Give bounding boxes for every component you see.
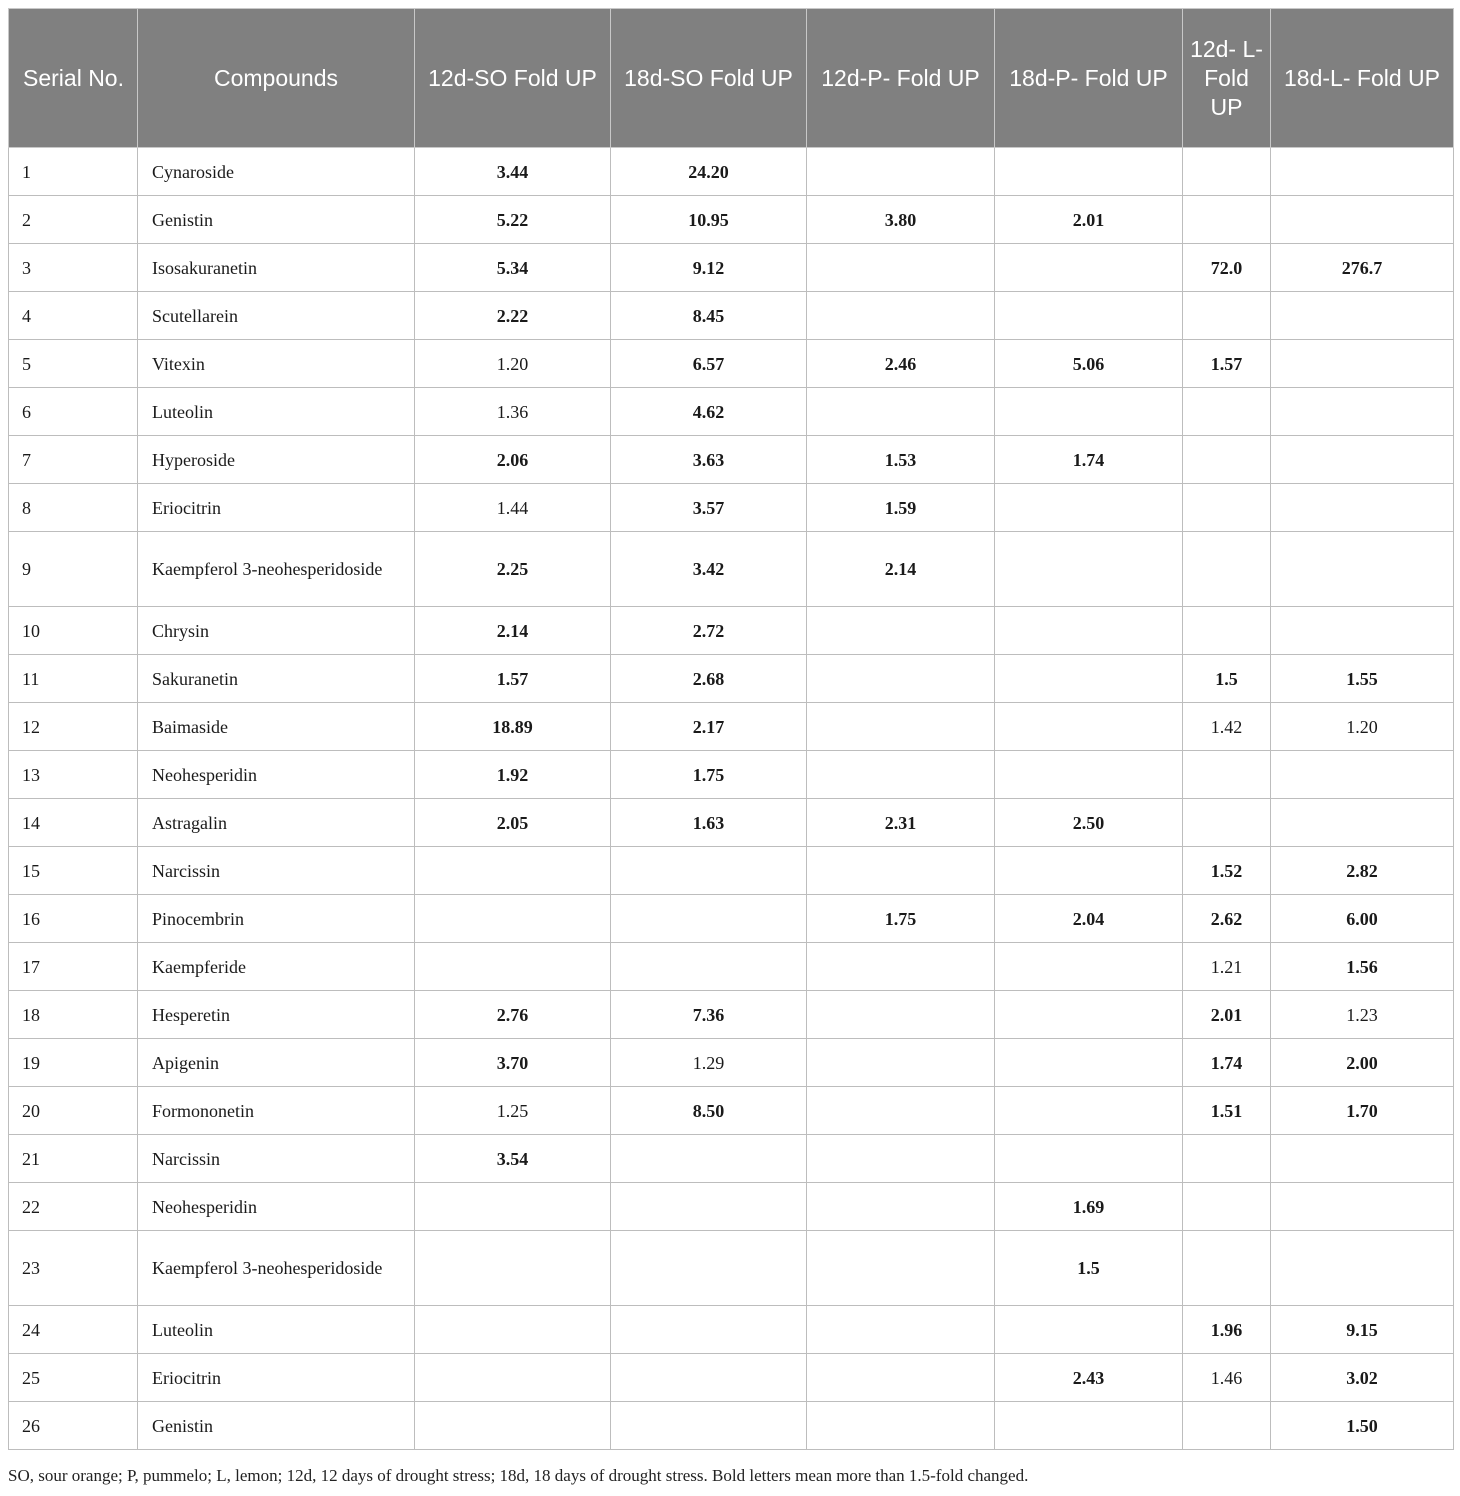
table-row <box>9 1039 1454 1087</box>
cell-12d-l <box>1183 388 1271 436</box>
cell-18d-so: 7.36 <box>611 991 807 1039</box>
cell-12d-p <box>807 1231 995 1306</box>
cell-18d-so <box>611 895 807 943</box>
cell-compound: Vitexin <box>138 340 415 388</box>
cell-serial-no: 2 <box>9 196 138 244</box>
cell-18d-p <box>995 1306 1183 1354</box>
cell-serial-no: 8 <box>9 484 138 532</box>
cell-12d-p: 1.75 <box>807 895 995 943</box>
cell-12d-p <box>807 1087 995 1135</box>
cell-18d-so: 8.45 <box>611 292 807 340</box>
cell-12d-so: 1.44 <box>415 484 611 532</box>
cell-18d-p <box>995 484 1183 532</box>
cell-12d-so: 2.06 <box>415 436 611 484</box>
cell-12d-so: 2.76 <box>415 991 611 1039</box>
cell-serial-no: 19 <box>9 1039 138 1087</box>
cell-18d-p: 2.04 <box>995 895 1183 943</box>
cell-12d-p <box>807 751 995 799</box>
table-row <box>9 244 1454 292</box>
cell-12d-l <box>1183 436 1271 484</box>
cell-12d-p <box>807 244 995 292</box>
cell-compound: Narcissin <box>138 847 415 895</box>
cell-12d-l: 72.0 <box>1183 244 1271 292</box>
cell-18d-so <box>611 1183 807 1231</box>
cell-18d-l <box>1271 1231 1454 1306</box>
table-row <box>9 1087 1454 1135</box>
cell-18d-l: 1.55 <box>1271 655 1454 703</box>
cell-12d-p <box>807 1039 995 1087</box>
cell-12d-p: 3.80 <box>807 196 995 244</box>
cell-18d-so: 3.57 <box>611 484 807 532</box>
cell-18d-so: 8.50 <box>611 1087 807 1135</box>
cell-12d-so: 3.44 <box>415 148 611 196</box>
cell-12d-p <box>807 1402 995 1450</box>
cell-18d-p <box>995 943 1183 991</box>
cell-12d-p: 1.59 <box>807 484 995 532</box>
cell-serial-no: 18 <box>9 991 138 1039</box>
cell-18d-l <box>1271 292 1454 340</box>
cell-12d-p <box>807 148 995 196</box>
cell-18d-so: 2.68 <box>611 655 807 703</box>
cell-18d-so: 6.57 <box>611 340 807 388</box>
cell-18d-p <box>995 388 1183 436</box>
cell-18d-l <box>1271 196 1454 244</box>
table-row <box>9 799 1454 847</box>
cell-serial-no: 9 <box>9 532 138 607</box>
table-row <box>9 1354 1454 1402</box>
cell-18d-p: 1.5 <box>995 1231 1183 1306</box>
cell-12d-p: 2.46 <box>807 340 995 388</box>
cell-12d-so <box>415 1183 611 1231</box>
cell-18d-so <box>611 1231 807 1306</box>
cell-18d-p <box>995 991 1183 1039</box>
cell-12d-p <box>807 607 995 655</box>
cell-12d-so <box>415 1231 611 1306</box>
cell-18d-p <box>995 1039 1183 1087</box>
cell-12d-so <box>415 895 611 943</box>
cell-18d-l: 2.00 <box>1271 1039 1454 1087</box>
cell-12d-l <box>1183 799 1271 847</box>
table-row <box>9 607 1454 655</box>
cell-18d-p <box>995 148 1183 196</box>
cell-18d-p <box>995 703 1183 751</box>
cell-serial-no: 14 <box>9 799 138 847</box>
table-footnote: SO, sour orange; P, pummelo; L, lemon; 12d, 12 days of drought stress; 18d, 18 days of drought stress. Bold letters mean more than 1.5-fold changed. <box>8 1466 1029 1485</box>
cell-12d-p <box>807 1306 995 1354</box>
cell-18d-so: 4.62 <box>611 388 807 436</box>
cell-compound: Pinocembrin <box>138 895 415 943</box>
cell-18d-l <box>1271 148 1454 196</box>
cell-18d-p <box>995 1402 1183 1450</box>
cell-compound: Hesperetin <box>138 991 415 1039</box>
cell-12d-l: 2.01 <box>1183 991 1271 1039</box>
cell-12d-l <box>1183 1135 1271 1183</box>
cell-12d-l: 1.5 <box>1183 655 1271 703</box>
table-row <box>9 655 1454 703</box>
cell-12d-l <box>1183 148 1271 196</box>
cell-compound: Astragalin <box>138 799 415 847</box>
cell-12d-l: 1.74 <box>1183 1039 1271 1087</box>
cell-18d-l <box>1271 484 1454 532</box>
cell-serial-no: 22 <box>9 1183 138 1231</box>
cell-18d-l <box>1271 388 1454 436</box>
cell-12d-l <box>1183 1183 1271 1231</box>
cell-serial-no: 5 <box>9 340 138 388</box>
cell-12d-l: 1.46 <box>1183 1354 1271 1402</box>
table-body <box>9 148 1454 1450</box>
cell-18d-l <box>1271 436 1454 484</box>
cell-compound: Isosakuranetin <box>138 244 415 292</box>
table-row <box>9 1135 1454 1183</box>
cell-compound: Baimaside <box>138 703 415 751</box>
cell-compound: Scutellarein <box>138 292 415 340</box>
cell-compound: Neohesperidin <box>138 1183 415 1231</box>
header-12d-so: 12d-SO Fold UP <box>415 9 611 148</box>
cell-12d-l: 1.42 <box>1183 703 1271 751</box>
cell-12d-so: 3.70 <box>415 1039 611 1087</box>
cell-compound: Narcissin <box>138 1135 415 1183</box>
cell-18d-p: 5.06 <box>995 340 1183 388</box>
cell-12d-so <box>415 1354 611 1402</box>
fold-change-table <box>8 8 1454 1450</box>
table-row <box>9 1306 1454 1354</box>
cell-18d-l <box>1271 532 1454 607</box>
cell-12d-l: 2.62 <box>1183 895 1271 943</box>
cell-12d-so <box>415 1402 611 1450</box>
cell-12d-so <box>415 943 611 991</box>
cell-18d-p <box>995 1135 1183 1183</box>
cell-serial-no: 12 <box>9 703 138 751</box>
cell-18d-so <box>611 847 807 895</box>
cell-serial-no: 13 <box>9 751 138 799</box>
cell-18d-l <box>1271 1135 1454 1183</box>
cell-12d-p <box>807 1135 995 1183</box>
table-row <box>9 895 1454 943</box>
cell-12d-p <box>807 292 995 340</box>
table-row <box>9 292 1454 340</box>
cell-12d-p <box>807 943 995 991</box>
table-row <box>9 703 1454 751</box>
cell-serial-no: 15 <box>9 847 138 895</box>
header-18d-l: 18d-L- Fold UP <box>1271 9 1454 148</box>
cell-compound: Genistin <box>138 196 415 244</box>
cell-serial-no: 11 <box>9 655 138 703</box>
cell-serial-no: 6 <box>9 388 138 436</box>
header-compounds: Compounds <box>138 9 415 148</box>
cell-18d-p <box>995 1087 1183 1135</box>
header-18d-so: 18d-SO Fold UP <box>611 9 807 148</box>
cell-12d-p <box>807 1354 995 1402</box>
cell-12d-so: 2.05 <box>415 799 611 847</box>
cell-12d-l <box>1183 484 1271 532</box>
cell-18d-so <box>611 1402 807 1450</box>
cell-18d-p <box>995 847 1183 895</box>
cell-12d-l <box>1183 532 1271 607</box>
cell-18d-so: 2.17 <box>611 703 807 751</box>
table-row <box>9 847 1454 895</box>
cell-serial-no: 1 <box>9 148 138 196</box>
cell-12d-p: 1.53 <box>807 436 995 484</box>
cell-18d-so: 9.12 <box>611 244 807 292</box>
cell-serial-no: 16 <box>9 895 138 943</box>
cell-12d-l <box>1183 292 1271 340</box>
cell-18d-p: 1.69 <box>995 1183 1183 1231</box>
cell-12d-l: 1.51 <box>1183 1087 1271 1135</box>
cell-12d-p <box>807 991 995 1039</box>
cell-18d-so <box>611 943 807 991</box>
cell-18d-l: 6.00 <box>1271 895 1454 943</box>
cell-18d-l <box>1271 751 1454 799</box>
cell-12d-l <box>1183 196 1271 244</box>
cell-18d-l: 1.23 <box>1271 991 1454 1039</box>
cell-12d-l <box>1183 1231 1271 1306</box>
cell-18d-l <box>1271 340 1454 388</box>
cell-12d-so <box>415 847 611 895</box>
cell-18d-l: 2.82 <box>1271 847 1454 895</box>
cell-18d-p <box>995 751 1183 799</box>
cell-12d-so: 18.89 <box>415 703 611 751</box>
cell-compound: Sakuranetin <box>138 655 415 703</box>
cell-18d-so: 3.63 <box>611 436 807 484</box>
cell-compound: Neohesperidin <box>138 751 415 799</box>
cell-serial-no: 25 <box>9 1354 138 1402</box>
cell-18d-so: 24.20 <box>611 148 807 196</box>
cell-18d-l: 1.70 <box>1271 1087 1454 1135</box>
cell-12d-p <box>807 388 995 436</box>
cell-compound: Apigenin <box>138 1039 415 1087</box>
cell-compound: Kaempferide <box>138 943 415 991</box>
cell-serial-no: 7 <box>9 436 138 484</box>
cell-18d-l <box>1271 799 1454 847</box>
table-row <box>9 340 1454 388</box>
cell-serial-no: 21 <box>9 1135 138 1183</box>
header-12d-p: 12d-P- Fold UP <box>807 9 995 148</box>
table-row <box>9 484 1454 532</box>
cell-12d-l: 1.57 <box>1183 340 1271 388</box>
cell-18d-p <box>995 532 1183 607</box>
cell-12d-p: 2.14 <box>807 532 995 607</box>
data-table-container <box>8 8 1453 1450</box>
cell-18d-p <box>995 655 1183 703</box>
table-row <box>9 1402 1454 1450</box>
header-12d-l: 12d- L- Fold UP <box>1183 9 1271 148</box>
cell-18d-l <box>1271 1183 1454 1231</box>
cell-serial-no: 4 <box>9 292 138 340</box>
table-row <box>9 148 1454 196</box>
cell-serial-no: 10 <box>9 607 138 655</box>
table-row <box>9 388 1454 436</box>
cell-12d-l: 1.21 <box>1183 943 1271 991</box>
table-row <box>9 1183 1454 1231</box>
cell-18d-p <box>995 292 1183 340</box>
header-row <box>9 9 1454 148</box>
cell-18d-so: 1.63 <box>611 799 807 847</box>
cell-serial-no: 20 <box>9 1087 138 1135</box>
header-serial-no: Serial No. <box>9 9 138 148</box>
cell-12d-l: 1.96 <box>1183 1306 1271 1354</box>
table-row <box>9 1231 1454 1306</box>
cell-18d-so: 1.75 <box>611 751 807 799</box>
cell-18d-p: 1.74 <box>995 436 1183 484</box>
cell-12d-so: 1.57 <box>415 655 611 703</box>
table-row <box>9 751 1454 799</box>
cell-compound: Kaempferol 3-neohesperidoside <box>138 532 415 607</box>
cell-compound: Chrysin <box>138 607 415 655</box>
cell-18d-l: 1.56 <box>1271 943 1454 991</box>
cell-18d-l: 276.7 <box>1271 244 1454 292</box>
cell-compound: Hyperoside <box>138 436 415 484</box>
table-row <box>9 943 1454 991</box>
cell-compound: Kaempferol 3-neohesperidoside <box>138 1231 415 1306</box>
cell-12d-l: 1.52 <box>1183 847 1271 895</box>
cell-18d-l: 9.15 <box>1271 1306 1454 1354</box>
cell-serial-no: 26 <box>9 1402 138 1450</box>
table-header <box>9 9 1454 148</box>
cell-12d-so: 5.34 <box>415 244 611 292</box>
cell-12d-p <box>807 1183 995 1231</box>
cell-18d-so: 1.29 <box>611 1039 807 1087</box>
cell-18d-so: 10.95 <box>611 196 807 244</box>
cell-compound: Eriocitrin <box>138 484 415 532</box>
cell-12d-l <box>1183 751 1271 799</box>
cell-12d-so: 1.25 <box>415 1087 611 1135</box>
cell-18d-so <box>611 1306 807 1354</box>
cell-serial-no: 17 <box>9 943 138 991</box>
cell-18d-so <box>611 1135 807 1183</box>
cell-compound: Formononetin <box>138 1087 415 1135</box>
cell-compound: Eriocitrin <box>138 1354 415 1402</box>
cell-18d-so <box>611 1354 807 1402</box>
cell-12d-so: 1.36 <box>415 388 611 436</box>
cell-18d-p: 2.50 <box>995 799 1183 847</box>
cell-serial-no: 24 <box>9 1306 138 1354</box>
cell-18d-l: 1.20 <box>1271 703 1454 751</box>
cell-12d-p <box>807 655 995 703</box>
cell-compound: Cynaroside <box>138 148 415 196</box>
cell-12d-so: 2.25 <box>415 532 611 607</box>
cell-12d-so: 2.22 <box>415 292 611 340</box>
cell-12d-p <box>807 703 995 751</box>
cell-18d-l: 3.02 <box>1271 1354 1454 1402</box>
cell-compound: Luteolin <box>138 388 415 436</box>
cell-12d-p: 2.31 <box>807 799 995 847</box>
cell-12d-so <box>415 1306 611 1354</box>
cell-12d-p <box>807 847 995 895</box>
cell-serial-no: 3 <box>9 244 138 292</box>
header-18d-p: 18d-P- Fold UP <box>995 9 1183 148</box>
cell-12d-so: 2.14 <box>415 607 611 655</box>
cell-12d-so: 3.54 <box>415 1135 611 1183</box>
cell-18d-l: 1.50 <box>1271 1402 1454 1450</box>
cell-18d-so: 2.72 <box>611 607 807 655</box>
cell-18d-p: 2.43 <box>995 1354 1183 1402</box>
table-row <box>9 991 1454 1039</box>
cell-18d-p <box>995 607 1183 655</box>
table-row <box>9 532 1454 607</box>
cell-compound: Luteolin <box>138 1306 415 1354</box>
table-row <box>9 436 1454 484</box>
cell-18d-p: 2.01 <box>995 196 1183 244</box>
cell-12d-so: 1.20 <box>415 340 611 388</box>
cell-18d-p <box>995 244 1183 292</box>
cell-18d-so: 3.42 <box>611 532 807 607</box>
table-row <box>9 196 1454 244</box>
cell-12d-so: 1.92 <box>415 751 611 799</box>
cell-12d-l <box>1183 1402 1271 1450</box>
cell-compound: Genistin <box>138 1402 415 1450</box>
cell-12d-so: 5.22 <box>415 196 611 244</box>
cell-serial-no: 23 <box>9 1231 138 1306</box>
cell-18d-l <box>1271 607 1454 655</box>
cell-12d-l <box>1183 607 1271 655</box>
